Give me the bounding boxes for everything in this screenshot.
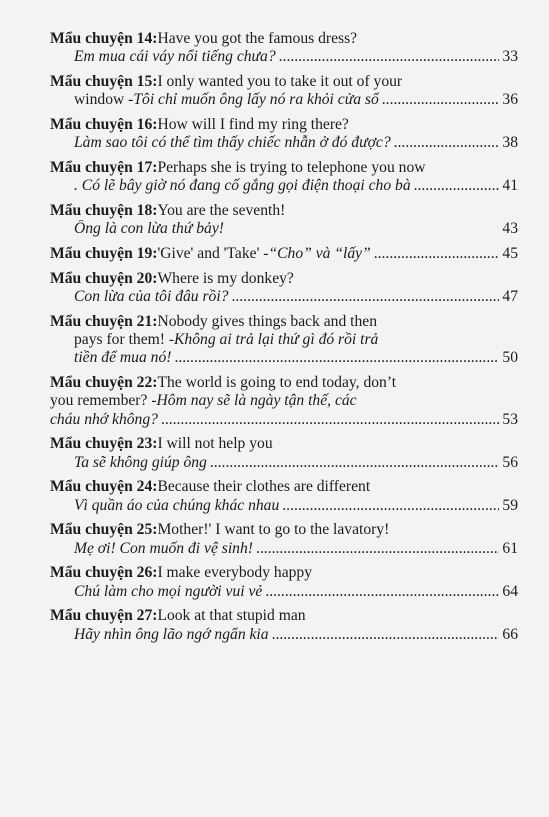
entry-label: Mẩu chuyện 25: <box>50 521 158 539</box>
entry-title-en: Mother!' I want to go to the lavatory! <box>157 521 390 539</box>
leader-dots <box>374 245 500 263</box>
toc-entry-17 <box>50 159 518 196</box>
entry-label: Mẩu chuyện 19: <box>50 245 158 262</box>
entry-title-vi: “Cho” và “lấy” <box>268 245 371 262</box>
entry-title-en: Because their clothes are different <box>157 478 371 496</box>
leader-dots <box>382 91 500 109</box>
leader-dots <box>414 177 500 195</box>
entry-title-vi: cháu nhớ không? <box>50 410 158 428</box>
entry-label: Mẩu chuyện 23: <box>50 435 158 453</box>
entry-label: Mẩu chuyện 20: <box>50 269 158 287</box>
entry-title-en: I make everybody happy <box>157 564 313 582</box>
page-number: 64 <box>502 582 518 600</box>
page-number: 38 <box>502 134 518 152</box>
entry-label: Mẩu chuyện 22: <box>50 374 158 391</box>
toc-entry-24 <box>50 478 518 515</box>
entry-title-en: Nobody gives things back and then <box>157 312 378 330</box>
entry-title-vi: . Có lẽ bây giờ nó đang cố gắng gọi điện thoại cho bà <box>74 177 411 195</box>
leader-dots <box>272 626 500 644</box>
toc-entry-27 <box>50 607 518 644</box>
entry-title-vi: tiền để mua nó! <box>74 349 172 367</box>
toc-entry-19 <box>50 245 518 263</box>
entry-title-vi: Chú làm cho mọi người vui vẻ <box>74 582 263 600</box>
entry-label: Mẩu chuyện 26: <box>50 564 158 582</box>
page-number: 41 <box>502 177 518 195</box>
entry-title-vi: Em mua cái váy nổi tiếng chưa? <box>74 48 276 66</box>
entry-title-en: You are the seventh! <box>157 202 286 219</box>
entry-title-en: I will not help you <box>157 435 273 453</box>
toc-entry-25 <box>50 521 518 558</box>
entry-label: Mẩu chuyện 15: <box>50 73 158 90</box>
toc-entry-22 <box>50 374 518 429</box>
entry-title-en: Where is my donkey? <box>157 269 294 287</box>
page-number: 50 <box>502 349 518 367</box>
entry-label: Mẩu chuyện 24: <box>50 478 158 496</box>
leader-dots <box>282 497 499 515</box>
entry-title-en-cont: pays for them! - <box>74 331 175 348</box>
entry-title-vi: Ta sẽ không giúp ông <box>74 453 207 471</box>
leader-dots <box>210 454 500 472</box>
leader-dots <box>394 134 500 152</box>
toc-entry-23 <box>50 435 518 472</box>
entry-title-vi: Vì quần áo của chúng khác nhau <box>74 496 280 514</box>
toc-entry-26 <box>50 564 518 601</box>
page-number: 47 <box>502 288 518 305</box>
entry-title-en: The world is going to end today, don’t <box>157 374 397 391</box>
leader-dots <box>161 411 499 429</box>
entry-label: Mẩu chuyện 18: <box>50 202 158 219</box>
entry-label: Mẩu chuyện 21: <box>50 312 158 330</box>
page-number: 53 <box>502 410 518 428</box>
page-number: 66 <box>502 625 518 643</box>
toc-entry-15 <box>50 73 518 110</box>
entry-title-vi: Hãy nhìn ông lão ngớ ngẩn kia <box>74 625 269 643</box>
entry-title-en: 'Give' and 'Take' - <box>157 245 269 262</box>
entry-title-en: I only wanted you to take it out of your <box>157 73 403 90</box>
toc-entry-16 <box>50 116 518 153</box>
page-number: 61 <box>502 539 518 557</box>
toc-entry-14 <box>50 30 518 67</box>
entry-title-en-cont: you remember? - <box>50 392 157 410</box>
entry-title-vi-part: Hôm nay sẽ là ngày tận thế, các <box>156 392 357 410</box>
entry-title-en: How will I find my ring there? <box>157 116 349 133</box>
entry-title-en-cont: window - <box>74 91 134 109</box>
entry-title-vi: Ông là con lừa thứ bảy! <box>74 220 224 238</box>
page-number: 45 <box>502 245 518 262</box>
leader-dots <box>231 288 499 306</box>
entry-label: Mẩu chuyện 17: <box>50 159 158 176</box>
entry-title-en: Perhaps she is trying to telephone you now <box>157 159 426 176</box>
table-of-contents <box>50 30 518 650</box>
page-number: 43 <box>502 220 518 238</box>
toc-entry-21 <box>50 313 518 368</box>
entry-title-vi-part: Không ai trả lại thứ gì đó rồi trả <box>174 331 379 348</box>
page-number: 33 <box>502 48 518 66</box>
leader-dots <box>174 349 499 367</box>
entry-title-vi: Con lừa của tôi đâu rồi? <box>74 288 229 305</box>
page-number: 56 <box>502 453 518 471</box>
entry-label: Mẩu chuyện 27: <box>50 607 158 625</box>
page-number: 36 <box>502 91 518 109</box>
page-number: 59 <box>502 496 518 514</box>
entry-title-vi: Tôi chỉ muốn ông lấy nó ra khỏi cửa sổ <box>133 91 379 109</box>
toc-entry-20 <box>50 270 518 307</box>
entry-title-vi: Mẹ ơi! Con muốn đi vệ sinh! <box>74 539 253 557</box>
entry-title-en: Have you got the famous dress? <box>157 30 358 47</box>
entry-title-vi: Làm sao tôi có thể tìm thấy chiếc nhẫn ở đó được? <box>74 134 391 152</box>
leader-dots <box>279 48 500 66</box>
entry-title-en: Look at that stupid man <box>157 607 306 625</box>
toc-entry-18 <box>50 202 518 239</box>
leader-dots <box>256 540 499 558</box>
entry-label: Mẩu chuyện 16: <box>50 116 158 133</box>
leader-dots <box>265 583 499 601</box>
entry-label: Mẩu chuyện 14: <box>50 30 158 47</box>
